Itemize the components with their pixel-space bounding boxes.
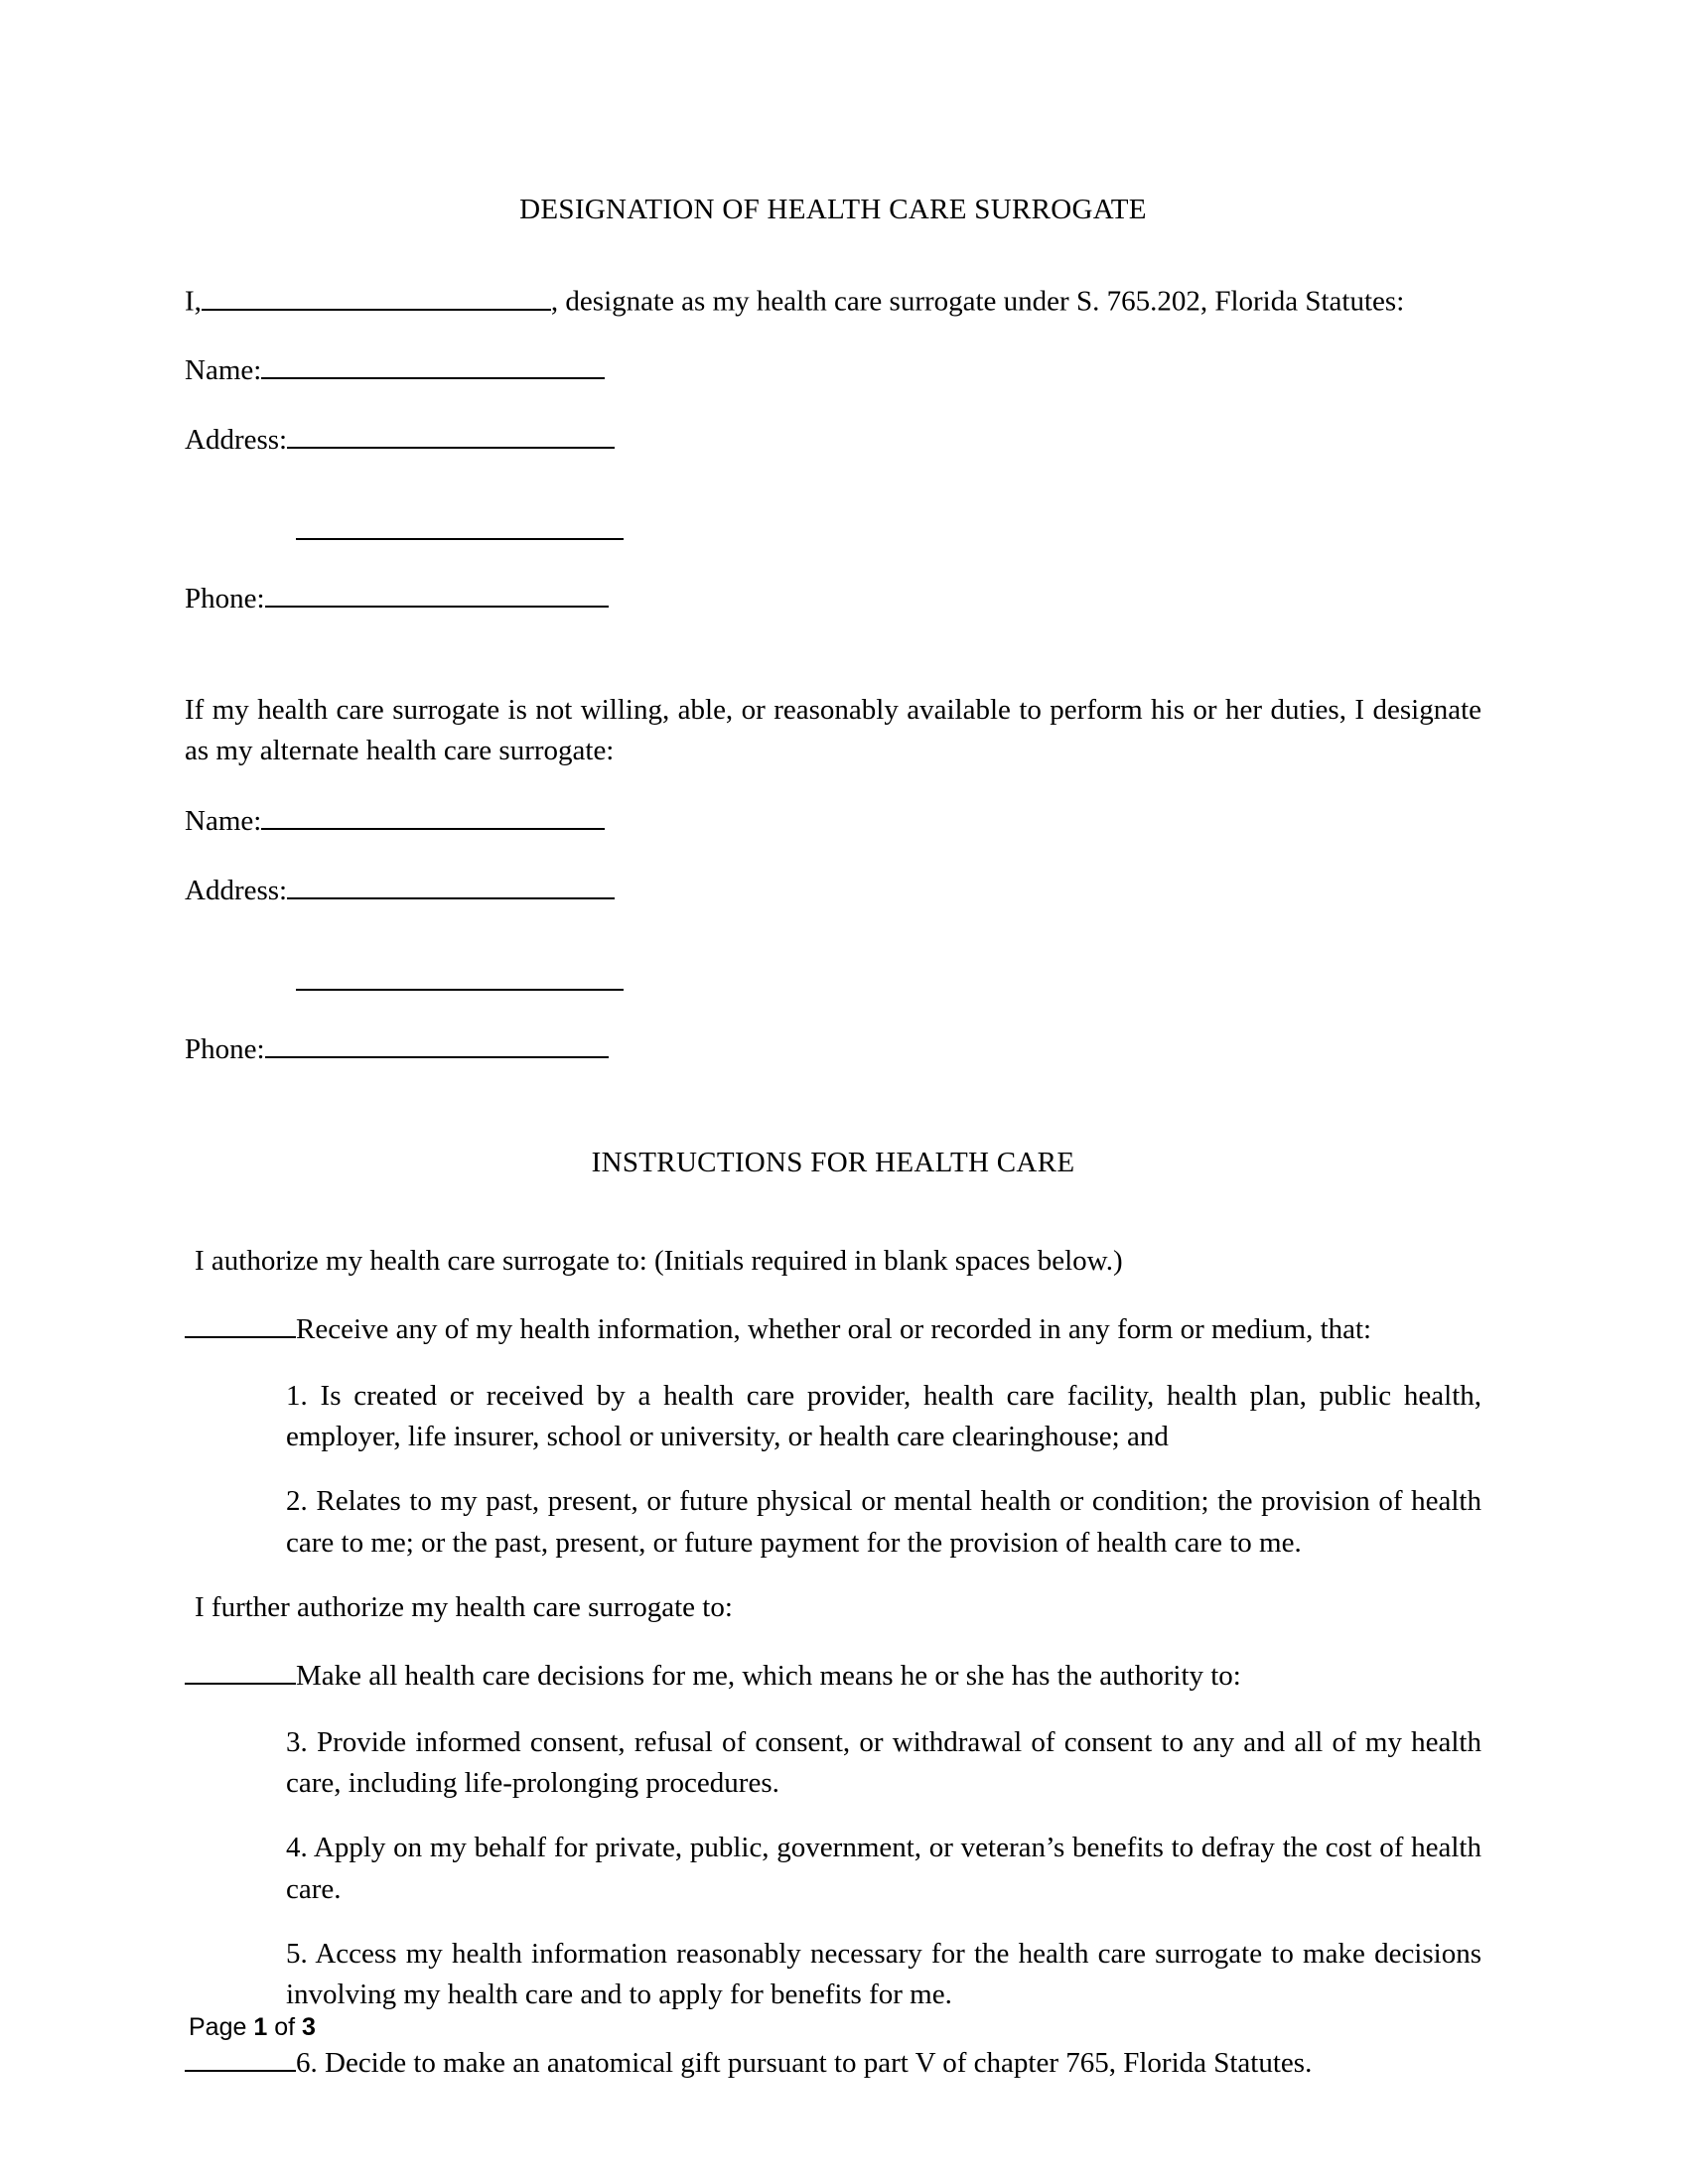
spacer: [185, 841, 1481, 871]
spacer: [185, 1002, 1481, 1029]
footer-of-label: of: [274, 2013, 296, 2041]
spacer: [185, 2015, 1481, 2041]
instructions-section-title: INSTRUCTIONS FOR HEALTH CARE: [591, 1146, 1075, 1178]
receive-info-text: Receive any of my health information, whether oral or recorded in any form or medium, that:: [296, 1312, 1372, 1345]
intro-prefix-text: I,: [185, 285, 202, 318]
alternate-phone-label: Phone:: [185, 1032, 265, 1065]
primary-name-blank[interactable]: [261, 351, 605, 380]
spacer: [185, 771, 1481, 801]
spacer: [185, 460, 1481, 511]
spacer: [185, 1069, 1481, 1147]
alternate-address-blank[interactable]: [287, 871, 615, 899]
anatomical-gift-initial-row: [185, 2041, 1481, 2084]
instruction-item-4: 4. Apply on my behalf for private, public, government, or veteran’s benefits to defray the cost of health care.: [286, 1832, 1481, 1905]
primary-address-blank[interactable]: [287, 421, 615, 450]
instruction-item-6: 6. Decide to make an anatomical gift pursuant to part V of chapter 765, Florida Statutes.: [296, 2047, 1313, 2080]
make-decisions-initials-blank[interactable]: [185, 1654, 296, 1685]
primary-phone-blank[interactable]: [265, 579, 609, 608]
intro-suffix-text: , designate as my health care surrogate under S. 765.202, Florida Statutes:: [550, 285, 1405, 318]
primary-address-label: Address:: [185, 424, 288, 457]
spacer: [185, 1628, 1481, 1654]
alternate-address-row-2: [185, 962, 1481, 1002]
receive-info-initials-blank[interactable]: [185, 1307, 296, 1338]
spacer: [185, 551, 1481, 579]
spacer: [185, 1697, 1481, 1722]
make-decisions-text: Make all health care decisions for me, which means he or she has the authority to:: [296, 1659, 1241, 1692]
spacer: [185, 1804, 1481, 1828]
footer-total-pages: 3: [302, 2013, 316, 2041]
instruction-item-2: 2. Relates to my past, present, or future physical or mental health or condition; the provision of health care to me; or the past, present, or future payment for the provision of health care to me.: [286, 1485, 1481, 1559]
spacer: [185, 391, 1481, 421]
alternate-phone-blank[interactable]: [265, 1029, 609, 1058]
document-content: [185, 0, 1481, 2084]
footer-page-prefix: Page: [189, 2013, 247, 2041]
spacer: [185, 322, 1481, 351]
primary-name-row: [185, 351, 1481, 391]
primary-address-row: [185, 421, 1481, 461]
primary-phone-row: [185, 579, 1481, 618]
make-decisions-initial-row: [185, 1654, 1481, 1697]
primary-name-label: Name:: [185, 354, 262, 387]
spacer: [185, 618, 1481, 690]
spacer: [185, 1350, 1481, 1376]
spacer: [185, 226, 1481, 282]
anatomical-gift-initials-blank[interactable]: [185, 2041, 296, 2072]
page-title: DESIGNATION OF HEALTH CARE SURROGATE: [519, 194, 1147, 225]
further-authorize-lead-text: I further authorize my health care surrogate to:: [195, 1590, 733, 1623]
primary-address-blank-2[interactable]: [296, 511, 624, 540]
designator-name-blank[interactable]: [202, 282, 551, 311]
primary-address-row-2: [185, 511, 1481, 551]
spacer: [185, 1910, 1481, 1934]
alternate-address-row: [185, 871, 1481, 910]
instruction-item-3: 3. Provide informed consent, refusal of consent, or withdrawal of consent to any and all of my health care, including life-prolonging procedures.: [286, 1726, 1481, 1800]
alternate-name-row: [185, 801, 1481, 841]
page-footer: [189, 2013, 316, 2042]
receive-info-initial-row: [185, 1307, 1481, 1350]
designation-intro-line: [185, 282, 1481, 322]
spacer: [185, 1179, 1481, 1241]
spacer: [185, 910, 1481, 962]
alternate-surrogate-paragraph: If my health care surrogate is not willing, able, or reasonably available to perform his or her duties, I designate as my alternate health care surrogate:: [185, 694, 1481, 767]
primary-phone-label: Phone:: [185, 582, 265, 614]
instruction-item-1: 1. Is created or received by a health care provider, health care facility, health plan, public health, employer, life insurer, school or university, or health care clearinghouse; and: [286, 1380, 1481, 1453]
footer-current-page: 1: [253, 2013, 268, 2041]
spacer: [185, 1564, 1481, 1587]
spacer: [185, 1457, 1481, 1481]
alternate-name-label: Name:: [185, 805, 262, 838]
alternate-address-blank-2[interactable]: [296, 962, 624, 991]
alternate-phone-row: [185, 1029, 1481, 1069]
instruction-item-5: 5. Access my health information reasonably necessary for the health care surrogate to make decisions involving my health care and to apply for benefits for me.: [286, 1937, 1481, 2010]
spacer: [185, 1282, 1481, 1307]
alternate-address-label: Address:: [185, 874, 288, 906]
alternate-name-blank[interactable]: [261, 801, 605, 830]
authorize-lead-text: I authorize my health care surrogate to: (Initials required in blank spaces below.): [195, 1244, 1123, 1277]
